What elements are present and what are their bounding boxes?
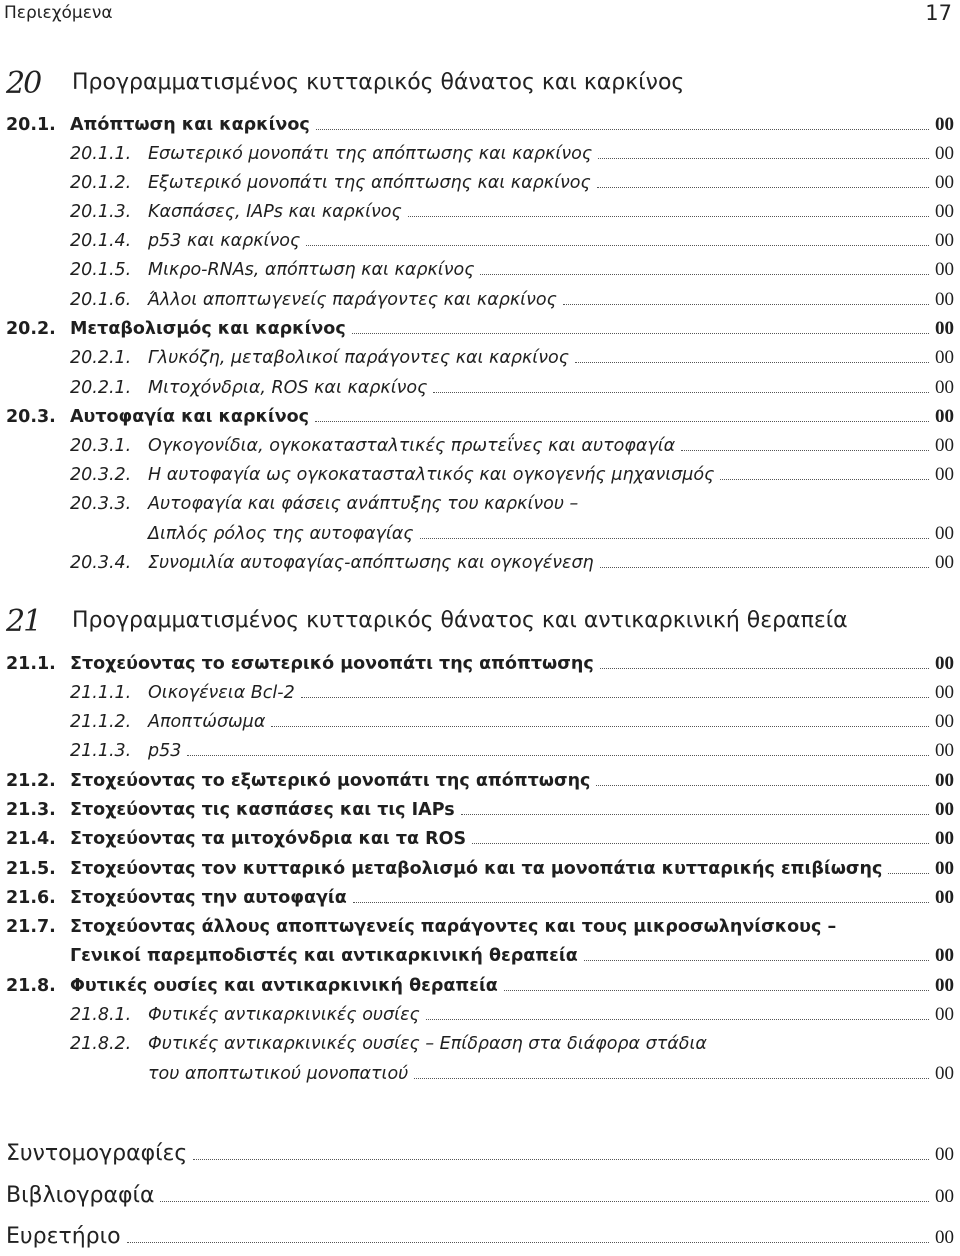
- dot-leader: [352, 315, 929, 334]
- toc-entry-label: Απόπτωση και καρκίνος: [70, 115, 310, 135]
- dot-leader: [472, 825, 929, 844]
- dot-leader: [597, 169, 929, 188]
- toc-entry-number: 21.4.: [6, 829, 56, 849]
- toc-entry[interactable]: [70, 1060, 954, 1088]
- chapter-heading: [6, 66, 956, 106]
- chapter-title: Προγραμματισμένος κυτταρικός θάνατος και καρκίνος: [72, 70, 685, 95]
- toc-entry[interactable]: [70, 549, 954, 577]
- toc-entry-page: 00: [935, 975, 954, 996]
- dot-leader: [461, 796, 929, 815]
- toc-entry[interactable]: [70, 679, 954, 707]
- toc-entry-label: Αποπτώσωμα: [148, 712, 266, 732]
- toc-entry[interactable]: [70, 198, 954, 226]
- toc-entry-number: 20.1.4.: [70, 231, 132, 251]
- dot-leader: [575, 344, 929, 363]
- toc-entry[interactable]: [6, 942, 954, 970]
- toc-entry-label: Φυτικές αντικαρκινικές ουσίες: [148, 1005, 420, 1025]
- toc-entry-label: Στοχεύοντας τα μιτοχόνδρια και τα ROS: [70, 829, 467, 849]
- dot-leader: [315, 403, 929, 422]
- toc-entry[interactable]: [6, 855, 954, 883]
- toc-entry-page: 00: [935, 464, 954, 485]
- dot-leader: [598, 140, 929, 159]
- dot-leader: [596, 767, 929, 786]
- toc-entry-page: 00: [935, 377, 954, 398]
- toc-entry-label: Βιβλιογραφία: [6, 1183, 155, 1208]
- toc-entry-page: 00: [935, 259, 954, 280]
- chapter-title: Προγραμματισμένος κυτταρικός θάνατος και αντικαρκινική θεραπεία: [72, 608, 848, 633]
- dot-leader: [888, 855, 929, 874]
- toc-entry[interactable]: [70, 461, 954, 489]
- toc-entry-number: 21.6.: [6, 888, 56, 908]
- toc-entry-page: 00: [935, 435, 954, 456]
- chapter-number: 21: [6, 604, 41, 639]
- toc-entry-page: 00: [935, 711, 954, 732]
- dot-leader: [504, 972, 929, 991]
- toc-backmatter-item[interactable]: [6, 1221, 954, 1253]
- toc-entry-number: 20.2.1.: [70, 348, 132, 368]
- toc-entry-page: 00: [935, 740, 954, 761]
- dot-leader: [681, 432, 929, 451]
- toc-entry-number: 20.1.6.: [70, 290, 132, 310]
- chapter-number: 20: [6, 66, 41, 101]
- toc-entry-label: Γλυκόζη, μεταβολικοί παράγοντες και καρκίνος: [148, 348, 569, 368]
- dot-leader: [127, 1222, 929, 1243]
- toc-entry-page: 00: [935, 1186, 954, 1207]
- toc-entry-page: 00: [935, 887, 954, 908]
- toc-entry-number: 21.1.1.: [70, 683, 132, 703]
- toc-entry-number: 20.3.1.: [70, 436, 132, 456]
- toc-entry-page: 00: [935, 682, 954, 703]
- toc-entry[interactable]: [6, 315, 954, 343]
- toc-entry-label: Εσωτερικό μονοπάτι της απόπτωσης και καρκίνος: [148, 144, 593, 164]
- toc-entry-label: Διπλός ρόλος της αυτοφαγίας: [148, 524, 414, 544]
- toc-entry-number: 20.3.3.: [70, 494, 132, 514]
- toc-entry[interactable]: [6, 972, 954, 1000]
- toc-entry-number: 21.1.2.: [70, 712, 132, 732]
- toc-entry-label: Η αυτοφαγία ως ογκοκατασταλτικός και ογκογενής μηχανισμός: [148, 465, 715, 485]
- toc-entry-label: Κασπάσες, IAPs και καρκίνος: [148, 202, 402, 222]
- toc-entry[interactable]: [70, 737, 954, 765]
- toc-entry-page: 00: [935, 552, 954, 573]
- toc-entry-number: 20.1.: [6, 115, 56, 135]
- toc-entry-number: 21.5.: [6, 859, 56, 879]
- toc-entry-page: 00: [935, 230, 954, 251]
- toc-entry-label: Φυτικές αντικαρκινικές ουσίες – Επίδραση στα διάφορα στάδια: [148, 1034, 707, 1054]
- toc-entry-label: Ευρετήριο: [6, 1224, 121, 1249]
- toc-entry[interactable]: [6, 403, 954, 431]
- toc-entry-page: 00: [935, 770, 954, 791]
- toc-entry-page: 00: [935, 1004, 954, 1025]
- toc-entry[interactable]: [6, 796, 954, 824]
- toc-entry-page: 00: [935, 1227, 954, 1248]
- toc-entry-page: 00: [935, 143, 954, 164]
- toc-entry-page: 00: [935, 653, 954, 674]
- toc-entry-page: 00: [935, 406, 954, 427]
- dot-leader: [420, 520, 929, 539]
- toc-entry[interactable]: [70, 1001, 954, 1029]
- dot-leader: [563, 286, 929, 305]
- toc-entry-label: Φυτικές ουσίες και αντικαρκινική θεραπεία: [70, 976, 498, 996]
- dot-leader: [187, 737, 929, 756]
- toc-entry[interactable]: [6, 884, 954, 912]
- toc-entry-label: Στοχεύοντας τις κασπάσες και τις IAPs: [70, 800, 455, 820]
- toc-entry-number: 20.3.2.: [70, 465, 132, 485]
- page-number: 17: [925, 1, 952, 25]
- dot-leader: [160, 1181, 929, 1202]
- toc-backmatter-item[interactable]: [6, 1138, 954, 1170]
- toc-entry-label: Στοχεύοντας άλλους αποπτωγενείς παράγοντες και τους μικροσωληνίσκους –: [70, 917, 837, 937]
- toc-entry-page: 00: [935, 114, 954, 135]
- toc-entry-label: Οικογένεια Bcl-2: [148, 683, 295, 703]
- toc-entry-number: 20.2.: [6, 319, 56, 339]
- dot-leader: [193, 1139, 929, 1160]
- dot-leader: [600, 549, 929, 568]
- toc-entry-page: 00: [935, 201, 954, 222]
- toc-entry-page: 00: [935, 523, 954, 544]
- toc-entry-number: 20.1.2.: [70, 173, 132, 193]
- page-header: [0, 0, 960, 32]
- toc-entry-page: 00: [935, 347, 954, 368]
- toc-entry[interactable]: [70, 227, 954, 255]
- toc-entry-number: 20.1.1.: [70, 144, 132, 164]
- toc-entry-page: 00: [935, 1144, 954, 1165]
- toc-entry-number: 21.8.2.: [70, 1034, 132, 1054]
- toc-entry-label: Μεταβολισμός και καρκίνος: [70, 319, 346, 339]
- toc-entry[interactable]: [6, 111, 954, 139]
- toc-entry-number: 20.3.: [6, 407, 56, 427]
- dot-leader: [353, 884, 929, 903]
- toc-entry-page: 00: [935, 828, 954, 849]
- dot-leader: [316, 111, 929, 130]
- toc-entry-label: Άλλοι αποπτωγενείς παράγοντες και καρκίνος: [148, 290, 557, 310]
- toc-entry[interactable]: [70, 520, 954, 548]
- toc-backmatter-item[interactable]: [6, 1180, 954, 1212]
- toc-entry-page: 00: [935, 172, 954, 193]
- toc-entry[interactable]: [70, 286, 954, 314]
- chapter-heading: [6, 604, 956, 644]
- dot-leader: [306, 227, 929, 246]
- dot-leader: [600, 650, 929, 669]
- toc-entry-label: Ογκογονίδια, ογκοκατασταλτικές πρωτεΐνες και αυτοφαγία: [148, 436, 676, 456]
- toc-entry-label: p53: [148, 741, 182, 761]
- toc-entry-label: Εξωτερικό μονοπάτι της απόπτωσης και καρκίνος: [148, 173, 591, 193]
- toc-entry-label: Αυτοφαγία και φάσεις ανάπτυξης του καρκίνου –: [148, 494, 579, 514]
- toc-entry[interactable]: [6, 825, 954, 853]
- toc-entry-label: Συνομιλία αυτοφαγίας-απόπτωσης και ογκογένεση: [148, 553, 594, 573]
- toc-entry-label: Μιτοχόνδρια, ROS και καρκίνος: [148, 378, 428, 398]
- toc-entry[interactable]: [70, 432, 954, 460]
- dot-leader: [408, 198, 929, 217]
- toc-entry-label: Στοχεύοντας την αυτοφαγία: [70, 888, 347, 908]
- dot-leader: [584, 942, 929, 961]
- toc-entry[interactable]: [70, 1030, 954, 1058]
- toc-entry-number: 20.3.4.: [70, 553, 132, 573]
- toc-entry[interactable]: [70, 169, 954, 197]
- toc-entry[interactable]: [70, 256, 954, 284]
- dot-leader: [414, 1060, 929, 1079]
- toc-entry[interactable]: [70, 344, 954, 372]
- toc-entry-number: 21.2.: [6, 771, 56, 791]
- toc-entry[interactable]: [6, 767, 954, 795]
- toc-entry-label: p53 και καρκίνος: [148, 231, 301, 251]
- toc-entry-page: 00: [935, 1063, 954, 1084]
- toc-entry[interactable]: [70, 708, 954, 736]
- toc-entry-label: Μικρο-RNAs, απόπτωση και καρκίνος: [148, 260, 475, 280]
- toc-entry[interactable]: [70, 374, 954, 402]
- toc-entry-number: 21.7.: [6, 917, 56, 937]
- section-title: Περιεχόμενα: [4, 3, 113, 23]
- toc-entry[interactable]: [70, 140, 954, 168]
- toc-entry-label: Γενικοί παρεμποδιστές και αντικαρκινική θεραπεία: [70, 946, 578, 966]
- toc-entry-label: Στοχεύοντας το εξωτερικό μονοπάτι της απόπτωσης: [70, 771, 591, 791]
- dot-leader: [433, 374, 929, 393]
- dot-leader: [720, 461, 929, 480]
- toc-entry-label: Συντομογραφίες: [6, 1141, 188, 1166]
- toc-entry-label: Στοχεύοντας το εσωτερικό μονοπάτι της απόπτωσης: [70, 654, 594, 674]
- toc-entry-number: 20.1.3.: [70, 202, 132, 222]
- toc-entry-page: 00: [935, 799, 954, 820]
- toc-entry-number: 21.1.: [6, 654, 56, 674]
- toc-entry-page: 00: [935, 945, 954, 966]
- toc-entry-label: Αυτοφαγία και καρκίνος: [70, 407, 310, 427]
- dot-leader: [271, 708, 929, 727]
- toc-entry-number: 20.2.1.: [70, 378, 132, 398]
- toc-entry-page: 00: [935, 858, 954, 879]
- dot-leader: [480, 256, 929, 275]
- dot-leader: [301, 679, 929, 698]
- toc-entry-page: 00: [935, 289, 954, 310]
- dot-leader: [426, 1001, 929, 1020]
- toc-entry-number: 21.8.: [6, 976, 56, 996]
- toc-entry[interactable]: [6, 913, 954, 941]
- toc-entry-number: 21.8.1.: [70, 1005, 132, 1025]
- toc-entry[interactable]: [70, 490, 954, 518]
- toc-entry-label: Στοχεύοντας τον κυτταρικό μεταβολισμό και τα μονοπάτια κυτταρικής επιβίωσης: [70, 859, 883, 879]
- toc-entry-number: 21.1.3.: [70, 741, 132, 761]
- toc-entry-page: 00: [935, 318, 954, 339]
- toc-entry[interactable]: [6, 650, 954, 678]
- toc-entry-label: του αποπτωτικού μονοπατιού: [148, 1064, 409, 1084]
- toc-entry-number: 20.1.5.: [70, 260, 132, 280]
- toc-entry-number: 21.3.: [6, 800, 56, 820]
